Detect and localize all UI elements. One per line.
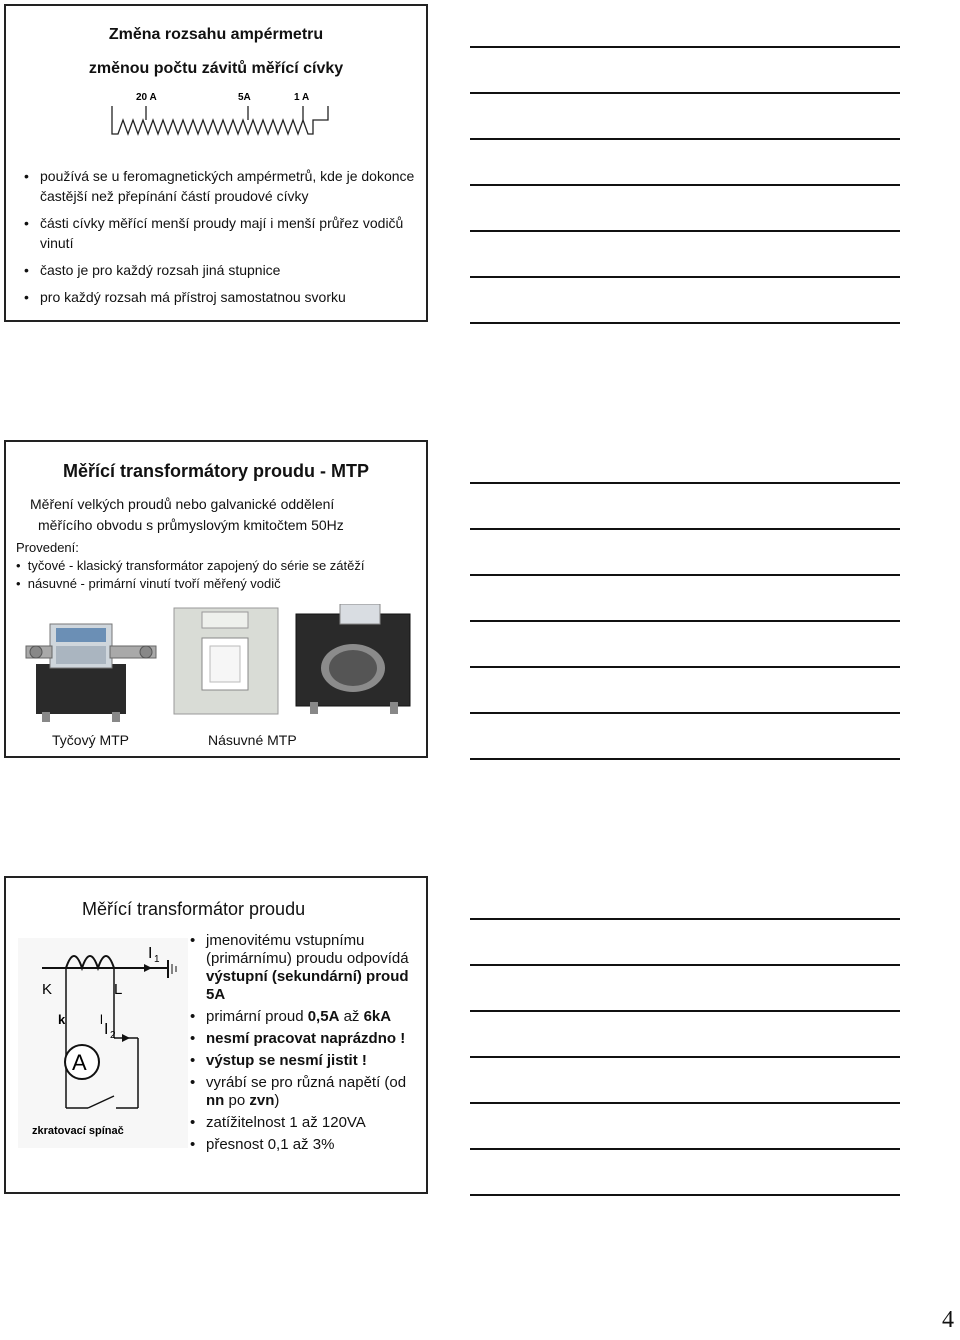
ct-circuit-diagram bbox=[18, 938, 188, 1148]
bullet-text: vyrábí se pro různá napětí (od bbox=[206, 1074, 407, 1091]
slide2-provedeni-label: Provedení: bbox=[16, 540, 79, 555]
bullet-text-bold: zvn bbox=[249, 1092, 275, 1109]
note-line[interactable] bbox=[470, 138, 900, 140]
tap-label-1a: 1 A bbox=[294, 92, 310, 103]
note-line[interactable] bbox=[470, 276, 900, 278]
bullet-text: ) bbox=[274, 1092, 280, 1109]
caption-bar-ct: Tyčový MTP bbox=[52, 732, 130, 748]
note-line[interactable] bbox=[470, 620, 900, 622]
slide3-bullet bbox=[172, 1008, 422, 1026]
label-K: K bbox=[42, 981, 53, 998]
label-I2: I bbox=[104, 1021, 109, 1038]
caption-window-ct: Násuvné MTP bbox=[208, 732, 297, 748]
slide1-bullet-list bbox=[6, 166, 418, 314]
tap-label-20a: 20 A bbox=[136, 92, 157, 103]
bullet-text-bold: výstupní (sekundární) proud 5A bbox=[206, 968, 409, 1003]
label-k: k bbox=[58, 1012, 66, 1027]
slide3-bullet bbox=[172, 1136, 422, 1154]
bullet-text-bold: nn bbox=[206, 1092, 225, 1109]
note-line[interactable] bbox=[470, 964, 900, 966]
slide2-bullet: • násuvné - primární vinutí tvoří měřený vodič bbox=[16, 576, 281, 591]
ct-photos bbox=[6, 604, 428, 724]
window-ct-photo-light bbox=[174, 608, 278, 714]
note-line[interactable] bbox=[470, 184, 900, 186]
bullet-text-bold: nesmí pracovat naprázdno ! bbox=[206, 1030, 406, 1047]
note-line[interactable] bbox=[470, 46, 900, 48]
bullet-text: jmenovitému vstupnímu (primárnímu) proudu odpovídá bbox=[206, 932, 409, 967]
slide3-bullet bbox=[172, 1074, 422, 1110]
bullet-text: až bbox=[339, 1008, 364, 1025]
note-line[interactable] bbox=[470, 1010, 900, 1012]
note-line[interactable] bbox=[470, 712, 900, 714]
bullet-text-bold: 0,5A bbox=[307, 1008, 340, 1025]
ammeter-label: A bbox=[72, 1050, 87, 1075]
notes-lines-3 bbox=[470, 918, 900, 1240]
slide2-bullet: • tyčové - klasický transformátor zapojený do série se zátěží bbox=[16, 558, 365, 573]
tapped-coil-diagram bbox=[6, 86, 428, 146]
note-line[interactable] bbox=[470, 574, 900, 576]
note-line[interactable] bbox=[470, 482, 900, 484]
note-line[interactable] bbox=[470, 528, 900, 530]
slide3-title: Měřící transformátor proudu bbox=[82, 899, 306, 919]
window-ct-photo-dark bbox=[296, 604, 410, 714]
note-line[interactable] bbox=[470, 666, 900, 668]
slide-coil-range bbox=[4, 4, 428, 322]
slide3-bullet bbox=[172, 1114, 422, 1132]
note-line[interactable] bbox=[470, 1102, 900, 1104]
note-line[interactable] bbox=[470, 1056, 900, 1058]
bullet-text-bold: 6kA bbox=[363, 1008, 392, 1025]
slide1-bullet: • části cívky měřící menší proudy mají i menší průřez vodičů vinutí bbox=[6, 213, 418, 253]
bullet-text: primární proud bbox=[206, 1008, 308, 1025]
slide3-bullet bbox=[172, 1052, 422, 1070]
bullet-text: přesnost 0,1 až 3% bbox=[206, 1136, 335, 1153]
bar-ct-photo bbox=[26, 624, 156, 722]
bullet-text: zatížitelnost 1 až 120VA bbox=[206, 1114, 366, 1131]
notes-lines-2 bbox=[470, 482, 900, 804]
note-line[interactable] bbox=[470, 1148, 900, 1150]
coil-winding bbox=[112, 106, 328, 134]
label-l: l bbox=[100, 1012, 103, 1027]
slide1-bullet: • pro každý rozsah má přístroj samostatnou svorku bbox=[6, 287, 418, 307]
label-I2-sub: 2 bbox=[110, 1030, 116, 1041]
slide2-bullet-text: násuvné - primární vinutí tvoří měřený vodič bbox=[27, 576, 281, 591]
slide3-bullet-list bbox=[172, 932, 422, 1158]
label-L: L bbox=[114, 981, 123, 998]
slide-current-transformers bbox=[4, 440, 428, 758]
tap-label-5a: 5A bbox=[238, 92, 251, 103]
slide2-intro-line1: Měření velkých proudů nebo galvanické oddělení bbox=[30, 496, 335, 512]
slide1-title-line2: změnou počtu závitů měřící cívky bbox=[88, 60, 344, 77]
slide1-title-line1: Změna rozsahu ampérmetru bbox=[108, 26, 324, 43]
label-I1: I bbox=[148, 945, 153, 962]
bullet-text-bold: výstup se nesmí jistit ! bbox=[206, 1052, 367, 1069]
switch-label: zkratovací spínač bbox=[32, 1125, 124, 1137]
note-line[interactable] bbox=[470, 918, 900, 920]
note-line[interactable] bbox=[470, 92, 900, 94]
slide2-title: Měřící transformátory proudu - MTP bbox=[62, 461, 370, 481]
page-number: 4 bbox=[942, 1307, 954, 1333]
note-line[interactable] bbox=[470, 758, 900, 760]
slide2-bullet-text: tyčové - klasický transformátor zapojený do série se zátěží bbox=[27, 558, 365, 573]
slide3-bullet bbox=[172, 932, 422, 1004]
note-line[interactable] bbox=[470, 322, 900, 324]
note-line[interactable] bbox=[470, 1194, 900, 1196]
label-I1-sub: 1 bbox=[154, 954, 160, 965]
slide-ct-circuit bbox=[4, 876, 428, 1194]
note-line[interactable] bbox=[470, 230, 900, 232]
slide3-bullet bbox=[172, 1030, 422, 1048]
bullet-text: po bbox=[224, 1092, 250, 1109]
notes-lines-1 bbox=[470, 46, 900, 368]
slide2-intro-line2: měřícího obvodu s průmyslovým kmitočtem 50Hz bbox=[38, 517, 344, 533]
slide1-bullet: • používá se u feromagnetických ampérmetrů, kde je dokonce častější než přepínání částí proudové cívky bbox=[6, 166, 418, 206]
slide1-bullet: • často je pro každý rozsah jiná stupnice bbox=[6, 260, 418, 280]
